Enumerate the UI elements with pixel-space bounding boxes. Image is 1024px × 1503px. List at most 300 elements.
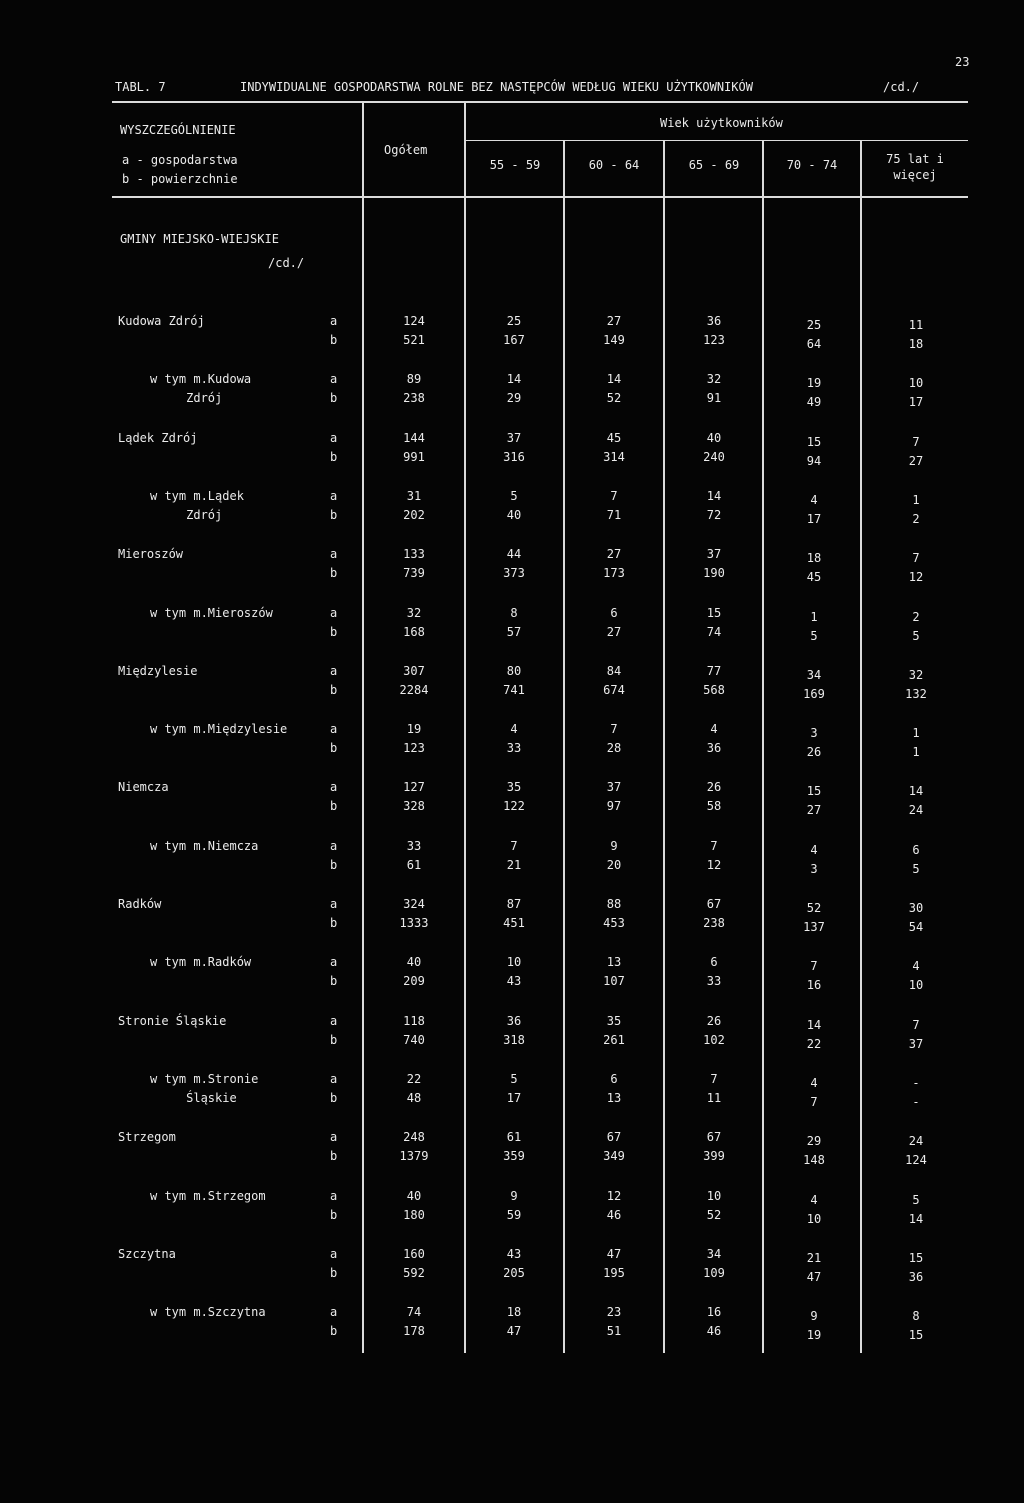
table-cell [474, 662, 554, 700]
value-b: 102 [703, 1032, 725, 1047]
table-cell [374, 1128, 454, 1166]
value-a: - [912, 1075, 920, 1090]
value-b: 10 [806, 1211, 822, 1226]
table-cell [474, 1128, 554, 1166]
marker-a: a [330, 1013, 338, 1028]
table-cell [474, 545, 554, 583]
age-col-70-74: 70 - 74 [786, 158, 838, 172]
legend-b: b - powierzchnie [122, 172, 238, 186]
value-b: 17 [908, 395, 924, 410]
table-cell [574, 1128, 654, 1166]
value-b: 373 [503, 566, 525, 581]
age-col-55-59: 55 - 59 [489, 158, 541, 172]
value-b: 52 [606, 391, 622, 406]
table-cell [574, 895, 654, 933]
value-a: 8 [912, 1309, 920, 1324]
value-b: 74 [706, 624, 722, 639]
value-b: 57 [506, 624, 522, 639]
value-a: 7 [710, 1071, 718, 1086]
value-b: 740 [403, 1032, 425, 1047]
value-b: 43 [506, 974, 522, 989]
value-a: 67 [606, 1130, 622, 1145]
value-a: 14 [908, 784, 924, 799]
value-a: 36 [706, 314, 722, 328]
marker-a: a [330, 663, 338, 678]
value-b: 27 [806, 803, 822, 818]
value-b: 132 [905, 686, 927, 701]
table-row [0, 720, 1024, 760]
table-cell [374, 662, 454, 700]
table-cell [774, 374, 854, 412]
top-rule [112, 101, 968, 103]
value-a: 4 [510, 722, 518, 737]
marker-b: b [330, 566, 338, 581]
value-b: 64 [806, 337, 822, 351]
value-a: 21 [806, 1250, 822, 1265]
row-label: w tym m.Szczytna [150, 1305, 266, 1320]
value-b: 40 [506, 507, 522, 522]
value-b: 148 [803, 1153, 825, 1168]
table-cell [774, 1132, 854, 1170]
value-b: 59 [506, 1207, 522, 1222]
row-label: w tym m.Stronie Śląskie [150, 1071, 259, 1105]
table-cell [774, 316, 854, 354]
value-b: - [912, 1094, 920, 1109]
value-b: 21 [506, 857, 522, 872]
marker-b: b [330, 624, 338, 639]
table-cell [474, 778, 554, 816]
value-a: 14 [806, 1017, 822, 1032]
marker-a: a [330, 722, 338, 737]
value-a: 127 [403, 780, 425, 795]
value-a: 88 [606, 897, 622, 911]
table-row [0, 1012, 1024, 1052]
table-cell [374, 1187, 454, 1225]
row-ab-markers [330, 604, 344, 642]
table-cell [574, 720, 654, 758]
row-label: Niemcza [118, 780, 169, 795]
row-ab-markers [330, 1128, 344, 1166]
table-cell [674, 312, 754, 350]
table-cell [474, 1012, 554, 1050]
table-cell [474, 1070, 554, 1108]
marker-a: a [330, 955, 338, 970]
value-a: 40 [706, 430, 722, 445]
table-cell [474, 720, 554, 758]
marker-b: b [330, 1090, 338, 1105]
value-a: 47 [606, 1246, 622, 1261]
table-cell [674, 1128, 754, 1166]
value-a: 23 [606, 1305, 622, 1320]
table-cell [574, 429, 654, 467]
table-cell [474, 837, 554, 875]
table-cell [876, 957, 956, 995]
value-b: 33 [706, 974, 722, 989]
value-b: 451 [503, 916, 525, 930]
value-a: 7 [810, 959, 818, 974]
value-b: 91 [706, 391, 722, 406]
marker-b: b [330, 974, 338, 989]
value-b: 238 [403, 391, 425, 406]
value-a: 31 [406, 488, 422, 503]
table-cell [674, 1012, 754, 1050]
table-row [0, 662, 1024, 702]
value-a: 32 [908, 667, 924, 682]
row-ab-markers [330, 953, 344, 991]
value-a: 14 [606, 372, 622, 387]
value-b: 359 [503, 1149, 525, 1164]
value-a: 1 [912, 726, 920, 741]
table-cell [374, 720, 454, 758]
value-b: 29 [506, 391, 522, 406]
table-cell [876, 491, 956, 529]
value-b: 17 [506, 1090, 522, 1105]
table-row [0, 1245, 1024, 1285]
value-b: 17 [806, 511, 822, 526]
row-label: Kudowa Zdrój [118, 314, 205, 328]
table-cell [876, 1016, 956, 1054]
value-a: 307 [403, 663, 425, 678]
table-cell [674, 604, 754, 642]
row-ab-markers [330, 778, 344, 816]
table-cell [876, 1191, 956, 1229]
table-row [0, 1070, 1024, 1110]
value-b: 13 [606, 1090, 622, 1105]
table-cell [876, 666, 956, 704]
value-a: 6 [912, 842, 920, 857]
table-cell [674, 1303, 754, 1341]
value-b: 167 [503, 333, 525, 347]
value-b: 27 [908, 453, 924, 468]
table-cell [574, 370, 654, 408]
value-b: 11 [706, 1090, 722, 1105]
table-cell [674, 1245, 754, 1283]
value-b: 739 [403, 566, 425, 581]
value-b: 453 [603, 916, 625, 930]
value-b: 37 [908, 1036, 924, 1051]
age-group-rule [466, 140, 968, 141]
table-cell [474, 370, 554, 408]
table-cell [574, 837, 654, 875]
value-a: 27 [606, 547, 622, 562]
value-a: 27 [606, 314, 622, 328]
table-cell [774, 549, 854, 587]
table-cell [774, 491, 854, 529]
value-b: 261 [603, 1032, 625, 1047]
marker-b: b [330, 682, 338, 697]
table-cell [774, 433, 854, 471]
value-a: 5 [912, 1192, 920, 1207]
row-label: Stronie Śląskie [118, 1013, 227, 1028]
value-a: 6 [610, 1071, 618, 1086]
table-cell [774, 841, 854, 879]
value-b: 1333 [399, 916, 429, 930]
value-a: 9 [510, 1188, 518, 1203]
table-cell [474, 312, 554, 350]
table-cell [474, 1245, 554, 1283]
marker-b: b [330, 1149, 338, 1164]
row-label: Międzylesie [118, 663, 198, 678]
value-a: 160 [403, 1246, 425, 1261]
marker-a: a [330, 780, 338, 795]
table-cell [674, 778, 754, 816]
table-cell [374, 837, 454, 875]
table-row [0, 545, 1024, 585]
table-cell [474, 1303, 554, 1341]
value-a: 15 [706, 605, 722, 620]
value-b: 54 [908, 920, 924, 934]
value-a: 10 [506, 955, 522, 970]
value-a: 11 [908, 318, 924, 332]
table-row [0, 778, 1024, 818]
marker-a: a [330, 547, 338, 562]
value-a: 7 [912, 1017, 920, 1032]
age-col-75-plus: 75 lat i [886, 152, 944, 166]
value-a: 118 [403, 1013, 425, 1028]
value-a: 36 [506, 1013, 522, 1028]
row-ab-markers [330, 1303, 344, 1341]
value-b: 49 [806, 395, 822, 410]
row-label: w tym m.Kudowa Zdrój [150, 372, 252, 406]
value-a: 84 [606, 663, 622, 678]
row-label: w tym m.Strzegom [150, 1188, 266, 1203]
marker-a: a [330, 488, 338, 503]
value-a: 6 [610, 605, 618, 620]
value-b: 51 [606, 1324, 622, 1339]
value-a: 4 [810, 1192, 818, 1207]
value-b: 46 [706, 1324, 722, 1339]
value-a: 19 [806, 376, 822, 391]
age-group-header: Wiek użytkowników [660, 116, 783, 130]
table-cell [374, 1245, 454, 1283]
value-b: 173 [603, 566, 625, 581]
value-a: 124 [403, 314, 425, 328]
value-b: 314 [603, 449, 625, 464]
value-b: 36 [908, 1269, 924, 1284]
value-a: 7 [610, 488, 618, 503]
value-b: 24 [908, 803, 924, 818]
value-a: 61 [506, 1130, 522, 1145]
value-a: 4 [710, 722, 718, 737]
value-a: 324 [403, 897, 425, 911]
value-b: 52 [706, 1207, 722, 1222]
marker-a: a [330, 605, 338, 620]
value-b: 741 [503, 682, 525, 697]
value-b: 20 [606, 857, 622, 872]
marker-a: a [330, 372, 338, 387]
value-b: 202 [403, 507, 425, 522]
table-row [0, 837, 1024, 877]
table-cell [574, 604, 654, 642]
row-ab-markers [330, 487, 344, 525]
value-a: 4 [912, 959, 920, 974]
table-cell [574, 1070, 654, 1108]
table-cell [674, 545, 754, 583]
value-b: 168 [403, 624, 425, 639]
table-cell [876, 782, 956, 820]
value-a: 7 [912, 434, 920, 449]
table-row [0, 1187, 1024, 1227]
row-ab-markers [330, 837, 344, 875]
row-label: Radków [118, 897, 162, 911]
value-a: 87 [506, 897, 522, 911]
value-b: 674 [603, 682, 625, 697]
table-cell [374, 604, 454, 642]
table-title: INDYWIDUALNE GOSPODARSTWA ROLNE BEZ NASTĘPCÓW WEDŁUG WIEKU UŻYTKOWNIKÓW [240, 80, 753, 94]
value-b: 48 [406, 1090, 422, 1105]
row-ab-markers [330, 1070, 344, 1108]
table-row [0, 1128, 1024, 1168]
section-title: GMINY MIEJSKO-WIEJSKIE [120, 232, 279, 246]
marker-b: b [330, 741, 338, 756]
row-ab-markers [330, 1245, 344, 1283]
table-cell [774, 724, 854, 762]
value-a: 4 [810, 492, 818, 507]
age-col-60-64: 60 - 64 [588, 158, 640, 172]
value-b: 3 [810, 861, 818, 876]
table-row [0, 312, 1024, 352]
value-a: 24 [908, 1134, 924, 1149]
value-a: 1 [912, 492, 920, 507]
table-cell [574, 487, 654, 525]
value-a: 30 [908, 901, 924, 915]
value-b: 180 [403, 1207, 425, 1222]
table-cell [876, 549, 956, 587]
value-a: 37 [706, 547, 722, 562]
marker-b: b [330, 1032, 338, 1047]
value-a: 3 [810, 726, 818, 741]
marker-a: a [330, 430, 338, 445]
table-number: TABL. 7 [115, 80, 166, 94]
value-b: 5 [810, 628, 818, 643]
table-cell [374, 1070, 454, 1108]
value-a: 15 [908, 1250, 924, 1265]
table-cell [674, 1070, 754, 1108]
value-a: 7 [610, 722, 618, 737]
table-cell [574, 1303, 654, 1341]
table-cell [876, 433, 956, 471]
table-cell [574, 1012, 654, 1050]
value-b: 47 [506, 1324, 522, 1339]
row-ab-markers [330, 312, 344, 350]
marker-a: a [330, 314, 338, 328]
marker-b: b [330, 1265, 338, 1280]
value-b: 149 [603, 333, 625, 347]
value-a: 34 [806, 667, 822, 682]
value-b: 316 [503, 449, 525, 464]
marker-b: b [330, 857, 338, 872]
value-b: 124 [905, 1153, 927, 1168]
table-row [0, 370, 1024, 410]
value-b: 209 [403, 974, 425, 989]
row-label: w tym m.Mieroszów [150, 605, 273, 620]
value-b: 12 [908, 570, 924, 585]
table-cell [774, 1307, 854, 1345]
table-row [0, 1303, 1024, 1343]
value-a: 29 [806, 1134, 822, 1149]
marker-b: b [330, 449, 338, 464]
value-a: 4 [810, 1075, 818, 1090]
value-a: 5 [510, 1071, 518, 1086]
marker-b: b [330, 1324, 338, 1339]
total-header: Ogółem [384, 143, 428, 157]
table-cell [774, 1074, 854, 1112]
table-cell [474, 895, 554, 933]
value-a: 45 [606, 430, 622, 445]
marker-b: b [330, 333, 338, 347]
table-cell [674, 370, 754, 408]
value-b: 1 [912, 745, 920, 760]
value-a: 12 [606, 1188, 622, 1203]
value-a: 133 [403, 547, 425, 562]
value-b: 240 [703, 449, 725, 464]
table-cell [374, 312, 454, 350]
value-a: 67 [706, 1130, 722, 1145]
table-cell [674, 837, 754, 875]
value-b: 2 [912, 511, 920, 526]
table-cell [374, 1303, 454, 1341]
value-b: 521 [403, 333, 425, 347]
value-a: 15 [806, 784, 822, 799]
value-b: 991 [403, 449, 425, 464]
table-cell [574, 662, 654, 700]
table-cell [574, 953, 654, 991]
value-a: 1 [810, 609, 818, 624]
table-cell [674, 662, 754, 700]
marker-a: a [330, 1188, 338, 1203]
value-a: 37 [606, 780, 622, 795]
table-cell [774, 666, 854, 704]
table-cell [774, 608, 854, 646]
value-b: 137 [803, 920, 825, 934]
value-b: 123 [403, 741, 425, 756]
table-cell [774, 1016, 854, 1054]
table-cell [474, 1187, 554, 1225]
marker-b: b [330, 507, 338, 522]
table-cell [374, 487, 454, 525]
spec-header: WYSZCZEGÓLNIENIE [120, 123, 236, 137]
value-a: 7 [710, 838, 718, 853]
row-label: Lądek Zdrój [118, 430, 198, 445]
value-a: 26 [706, 780, 722, 795]
value-b: 58 [706, 799, 722, 814]
value-b: 33 [506, 741, 522, 756]
row-ab-markers [330, 429, 344, 467]
value-a: 10 [706, 1188, 722, 1203]
marker-a: a [330, 897, 338, 911]
value-a: 26 [706, 1013, 722, 1028]
age-col-75-plus-2: więcej [893, 168, 937, 182]
value-b: 1379 [399, 1149, 429, 1164]
value-a: 248 [403, 1130, 425, 1145]
value-b: 18 [908, 337, 924, 351]
marker-a: a [330, 1071, 338, 1086]
value-a: 9 [610, 838, 618, 853]
value-b: 94 [806, 453, 822, 468]
value-b: 71 [606, 507, 622, 522]
marker-b: b [330, 391, 338, 406]
header-bottom-rule [112, 196, 968, 198]
table-row [0, 895, 1024, 935]
value-b: 169 [803, 686, 825, 701]
row-label: Strzegom [118, 1130, 176, 1145]
value-b: 10 [908, 978, 924, 993]
table-cell [574, 778, 654, 816]
table-cell [876, 316, 956, 354]
value-b: 47 [806, 1269, 822, 1284]
row-label: w tym m.Międzylesie [150, 722, 288, 737]
value-b: 238 [703, 916, 725, 930]
